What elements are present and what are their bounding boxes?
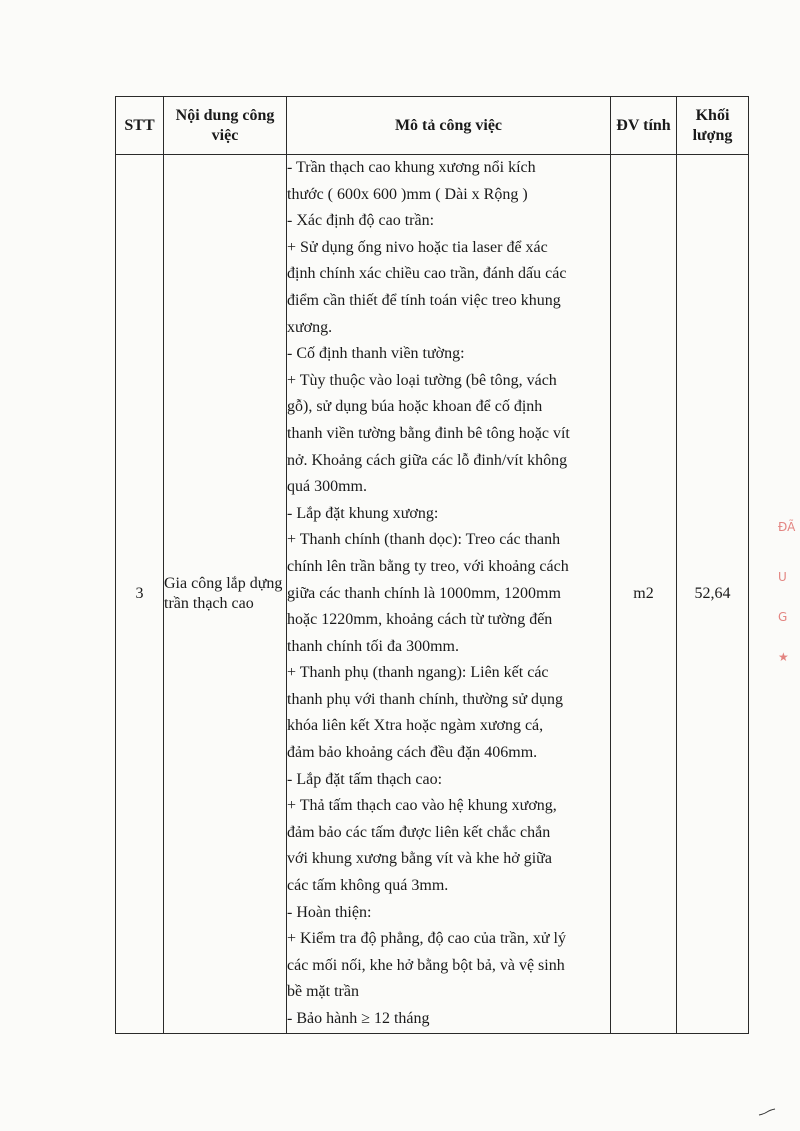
description-line: các mối nối, khe hở bằng bột bả, và vệ sinh (287, 956, 565, 974)
description-line: nở. Khoảng cách giữa các lỗ đinh/vít không (287, 451, 568, 469)
description-line: các tấm không quá 3mm. (287, 877, 449, 895)
description-line: giữa các thanh chính là 1000mm, 1200mm (287, 584, 561, 602)
header-dv-tinh: ĐV tính (611, 97, 677, 155)
cell-stt: 3 (116, 155, 164, 1034)
header-mo-ta: Mô tả công việc (287, 97, 611, 155)
stamp-text-3: G (778, 610, 788, 624)
description-line: thanh viền tường bằng đinh bê tông hoặc vít (287, 424, 570, 442)
description-line: - Bảo hành ≥ 12 tháng (287, 1010, 430, 1027)
description-line: - Xác định độ cao trần: (287, 212, 435, 230)
description-line: thanh phụ với thanh chính, thường sử dụng (287, 690, 564, 708)
table-header (116, 97, 749, 155)
description-line: - Lắp đặt tấm thạch cao: (287, 770, 443, 788)
description-line: xương. (287, 318, 333, 336)
description-line: - Cố định thanh viền tường: (287, 345, 465, 363)
table-row (116, 155, 749, 1034)
description-line: + Sử dụng ống nivo hoặc tia laser để xác (287, 238, 548, 256)
description-line: - Trần thạch cao khung xương nổi kích (287, 159, 536, 176)
work-description-table (115, 96, 749, 1034)
description-line: quá 300mm. (287, 478, 367, 496)
stamp-text-1: ĐÃ (778, 520, 796, 534)
description-line: bề mặt trần (287, 983, 359, 1001)
description-line: hoặc 1220mm, khoảng cách từ tường đến (287, 611, 553, 629)
description-line: với khung xương bằng vít và khe hở giữa (287, 850, 552, 868)
header-khoi-luong: Khối lượng (677, 97, 749, 155)
signature-mark (758, 1108, 776, 1116)
description-line: điểm cần thiết để tính toán việc treo khung (287, 291, 561, 309)
cell-khoi-luong: 52,64 (677, 155, 749, 1034)
description-line: khóa liên kết Xtra hoặc ngàm xương cá, (287, 717, 544, 735)
cell-dv-tinh: m2 (611, 155, 677, 1034)
red-stamp-fragment (774, 520, 800, 680)
description-line: - Hoàn thiện: (287, 903, 372, 921)
header-noi-dung: Nội dung công việc (164, 97, 287, 155)
description-line: đảm bảo các tấm được liên kết chắc chắn (287, 823, 551, 841)
cell-mo-ta (287, 155, 611, 1034)
description-line: + Thanh chính (thanh dọc): Treo các thanh (287, 531, 561, 549)
description-line: thước ( 600x 600 )mm ( Dài x Rộng ) (287, 185, 528, 203)
header-stt: STT (116, 97, 164, 155)
description-line: định chính xác chiều cao trần, đánh dấu các (287, 265, 567, 283)
description-line: + Thanh phụ (thanh ngang): Liên kết các (287, 664, 549, 682)
description-line: - Lắp đặt khung xương: (287, 504, 439, 522)
description-line: + Tùy thuộc vào loại tường (bê tông, vách (287, 371, 557, 389)
description-line: + Kiểm tra độ phẳng, độ cao của trần, xử lý (287, 930, 566, 948)
description-line: gỗ), sử dụng búa hoặc khoan để cố định (287, 398, 543, 416)
description-line: chính lên trần bằng ty treo, với khoảng cách (287, 557, 569, 575)
description-line: + Thả tấm thạch cao vào hệ khung xương, (287, 797, 557, 815)
cell-noi-dung: Gia công lắp dựng trần thạch cao (164, 155, 287, 1034)
description-line: thanh chính tối đa 300mm. (287, 637, 459, 655)
description-line: đảm bảo khoảng cách đều đặn 406mm. (287, 744, 538, 762)
stamp-text-4: ★ (778, 650, 789, 664)
stamp-text-2: U (778, 570, 787, 584)
